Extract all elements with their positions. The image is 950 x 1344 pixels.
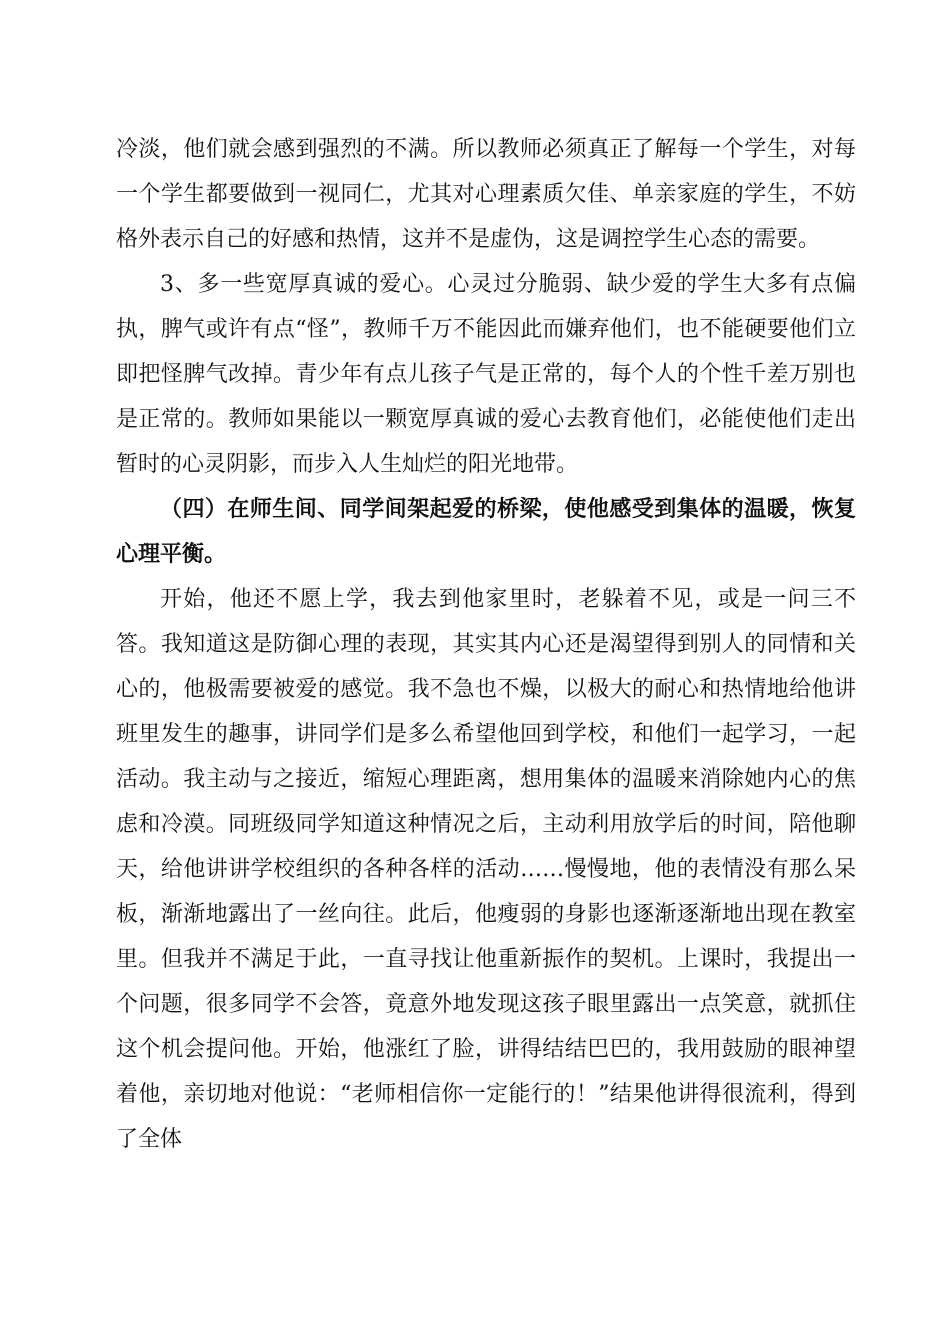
paragraph-story: 开始，他还不愿上学，我去到他家里时，老躲着不见，或是一问三不答。我知道这是防御心理的表现，其实其内心还是渴望得到别人的同情和关心的，他极需要被爱的感觉。我不急也不燥，以极大的耐心和热情地给他讲班里发生的趣事，讲同学们是多么希望他回到学校，和他们一起学习，一起活动。我主动与之接近，缩短心理距离，想用集体的温暖来消除她内心的焦虑和冷漠。同班级同学知道这种情况之后，主动利用放学后的时间，陪他聊天，给他讲讲学校组织的各种各样的活动……慢慢地，他的表情没有那么呆板，渐渐地露出了一丝向往。此后，他瘦弱的身影也逐渐逐渐地出现在教室里。但我并不满足于此，一直寻找让他重新振作的契机。上课时，我提出一个问题，很多同学不会答，竟意外地发现这孩子眼里露出一点笑意，就抓住这个机会提问他。开始，他涨红了脸，讲得结结巴巴的，我用鼓励的眼神望着他，亲切地对他说：“老师相信你一定能行的！”结果他讲得很流利，得到了全体	[116, 587, 856, 1152]
section-heading-4: （四）在师生间、同学间架起爱的桥梁，使他感受到集体的温暖，恢复心理平衡。	[116, 496, 856, 567]
paragraph-continuation: 冷淡，他们就会感到强烈的不满。所以教师必须真正了解每一个学生，对每一个学生都要做到一视同仁，尤其对心理素质欠佳、单亲家庭的学生，不妨格外表示自己的好感和热情，这并不是虚伪，这是调控学生心态的需要。	[116, 137, 856, 252]
document-body	[116, 127, 856, 1162]
paragraph-point-3: 3、多一些宽厚真诚的爱心。心灵过分脆弱、缺少爱的学生大多有点偏执，脾气或许有点“怪”，教师千万不能因此而嫌弃他们，也不能硬要他们立即把怪脾气改掉。青少年有点儿孩子气是正常的，每个人的个性千差万别也是正常的。教师如果能以一颗宽厚真诚的爱心去教育他们，必能使他们走出暂时的心灵阴影，而步入人生灿烂的阳光地带。	[116, 272, 856, 477]
